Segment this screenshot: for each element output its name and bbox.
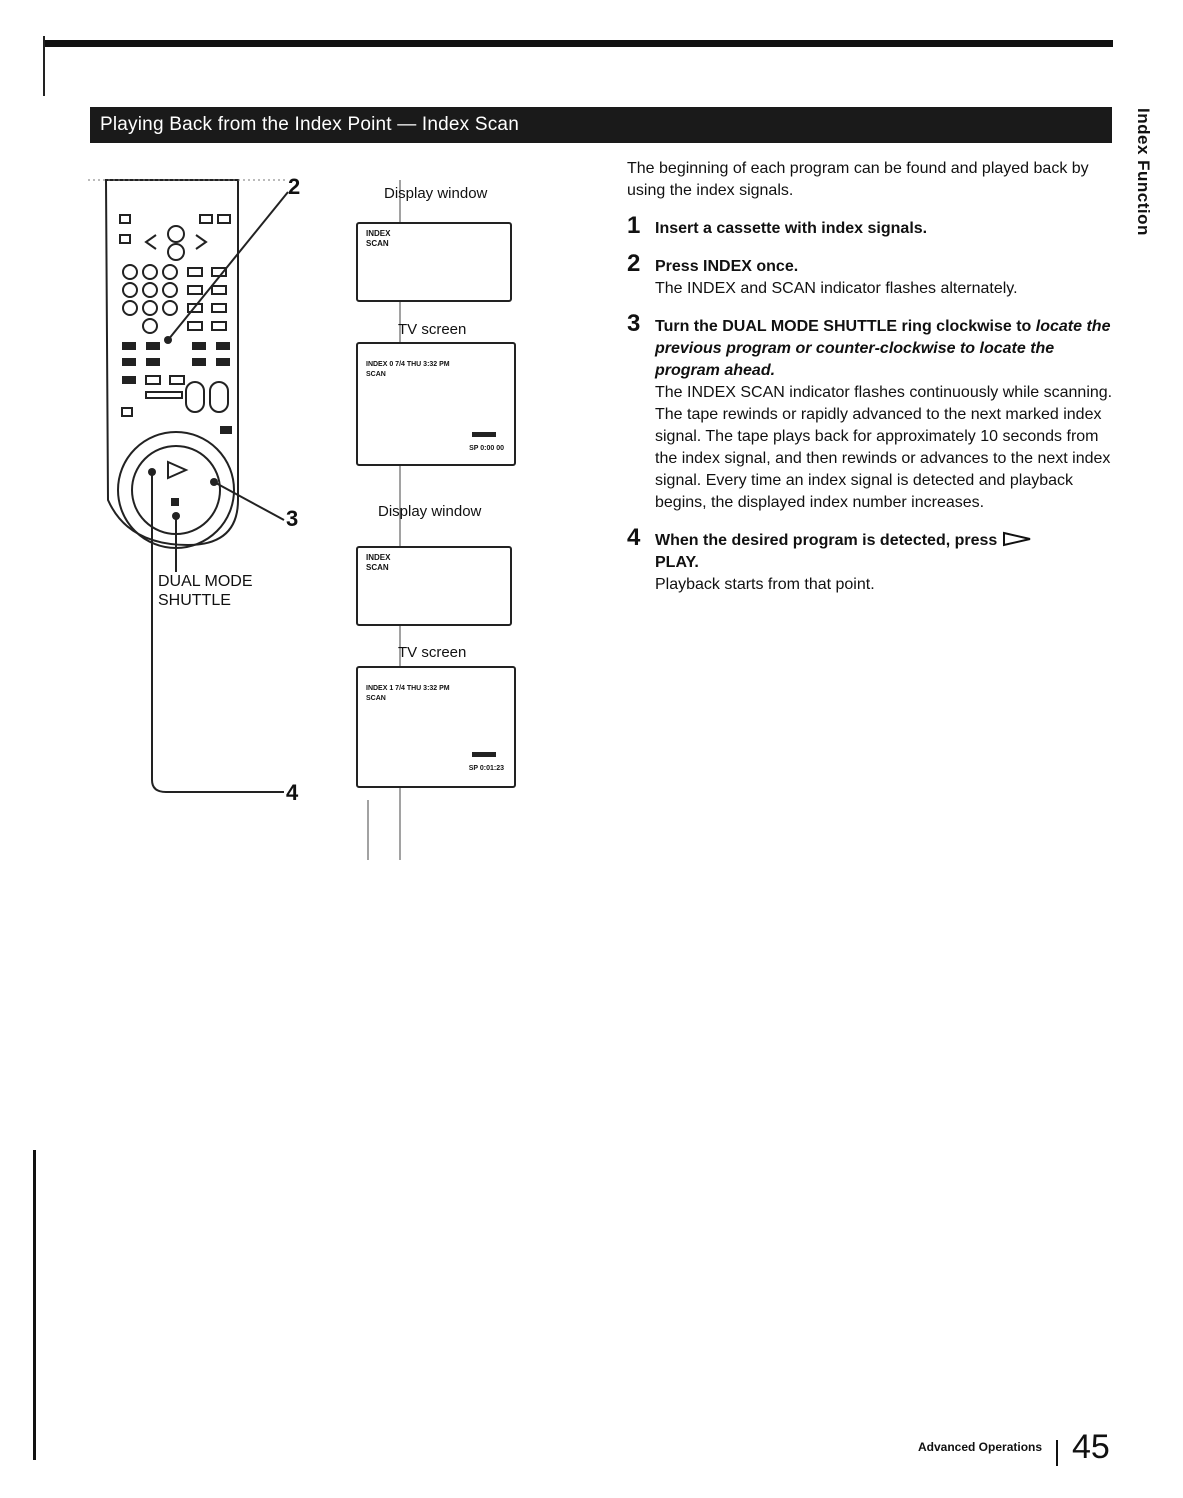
tape-position-bar [472, 432, 496, 437]
footer-separator [1056, 1440, 1058, 1466]
footer-section-label: Advanced Operations [918, 1440, 1043, 1454]
step-2 [627, 250, 1117, 300]
play-icon [1002, 531, 1032, 547]
side-tab-label: Index Function [1134, 108, 1153, 236]
page-number: 45 [1072, 1428, 1110, 1466]
section-title-bar [90, 107, 1112, 143]
step-heading: Press INDEX once. [655, 258, 799, 275]
step-number: 2 [627, 250, 641, 277]
tv-screen-caption: TV screen [398, 321, 467, 338]
index-indicator: INDEX [366, 229, 391, 238]
intro-paragraph: The beginning of each program can be found and played back by using the index signals. [627, 160, 1089, 199]
display-window-1 [356, 222, 512, 302]
step-1 [627, 212, 1117, 240]
step-heading: When the desired program is detected, press PLAY. [655, 530, 1117, 574]
step-heading: Turn the DUAL MODE SHUTTLE ring clockwise to locate the previous program or counter-clockwise to locate the program ahead. [655, 318, 1111, 379]
tape-position-bar [472, 752, 496, 757]
step-text: The INDEX and SCAN indicator flashes alternately. [655, 280, 1018, 297]
step-number: 4 [627, 524, 641, 551]
illustration [88, 160, 588, 880]
step-3 [627, 310, 1117, 514]
section-title: Playing Back from the Index Point — Index Scan [100, 114, 519, 135]
instructions-column [627, 158, 1117, 612]
tv-screen-caption: TV screen [398, 644, 467, 661]
scan-indicator: SCAN [366, 239, 389, 248]
step-text: Playback starts from that point. [655, 576, 875, 593]
binding-bar [33, 1150, 36, 1460]
stop-button [171, 498, 179, 506]
display-window-caption: Display window [378, 503, 482, 520]
step-text: The INDEX SCAN indicator flashes continuously while scanning. The tape rewinds or rapidly advanced to the next marked index signal. The tape plays back for approximately 10 seconds from the index signal, and then rewinds or advances to the next index signal. Every time an index signal is detected and playback begins, the displayed index number increases. [655, 384, 1113, 511]
dual-mode-shuttle-label: DUAL MODE SHUTTLE [158, 573, 253, 609]
tv-screen-1: INDEX 0 7/4 THU 3:32 PM SCAN SP 0:00 00 [356, 342, 516, 466]
callout-2: 2 [288, 174, 301, 199]
step-4 [627, 524, 1117, 596]
step-number: 1 [627, 212, 641, 239]
callout-3: 3 [286, 506, 299, 531]
side-tab [1127, 108, 1153, 248]
display-window-caption: Display window [384, 185, 488, 202]
margin-tick [43, 36, 45, 96]
callout-4: 4 [286, 780, 299, 805]
step-number: 3 [627, 310, 641, 337]
tv-screen-2: INDEX 1 7/4 THU 3:32 PM SCAN SP 0:01:23 [356, 666, 516, 788]
step-heading: Insert a cassette with index signals. [655, 220, 928, 237]
top-rule [45, 40, 1113, 47]
display-window-2: INDEX SCAN [356, 546, 512, 626]
